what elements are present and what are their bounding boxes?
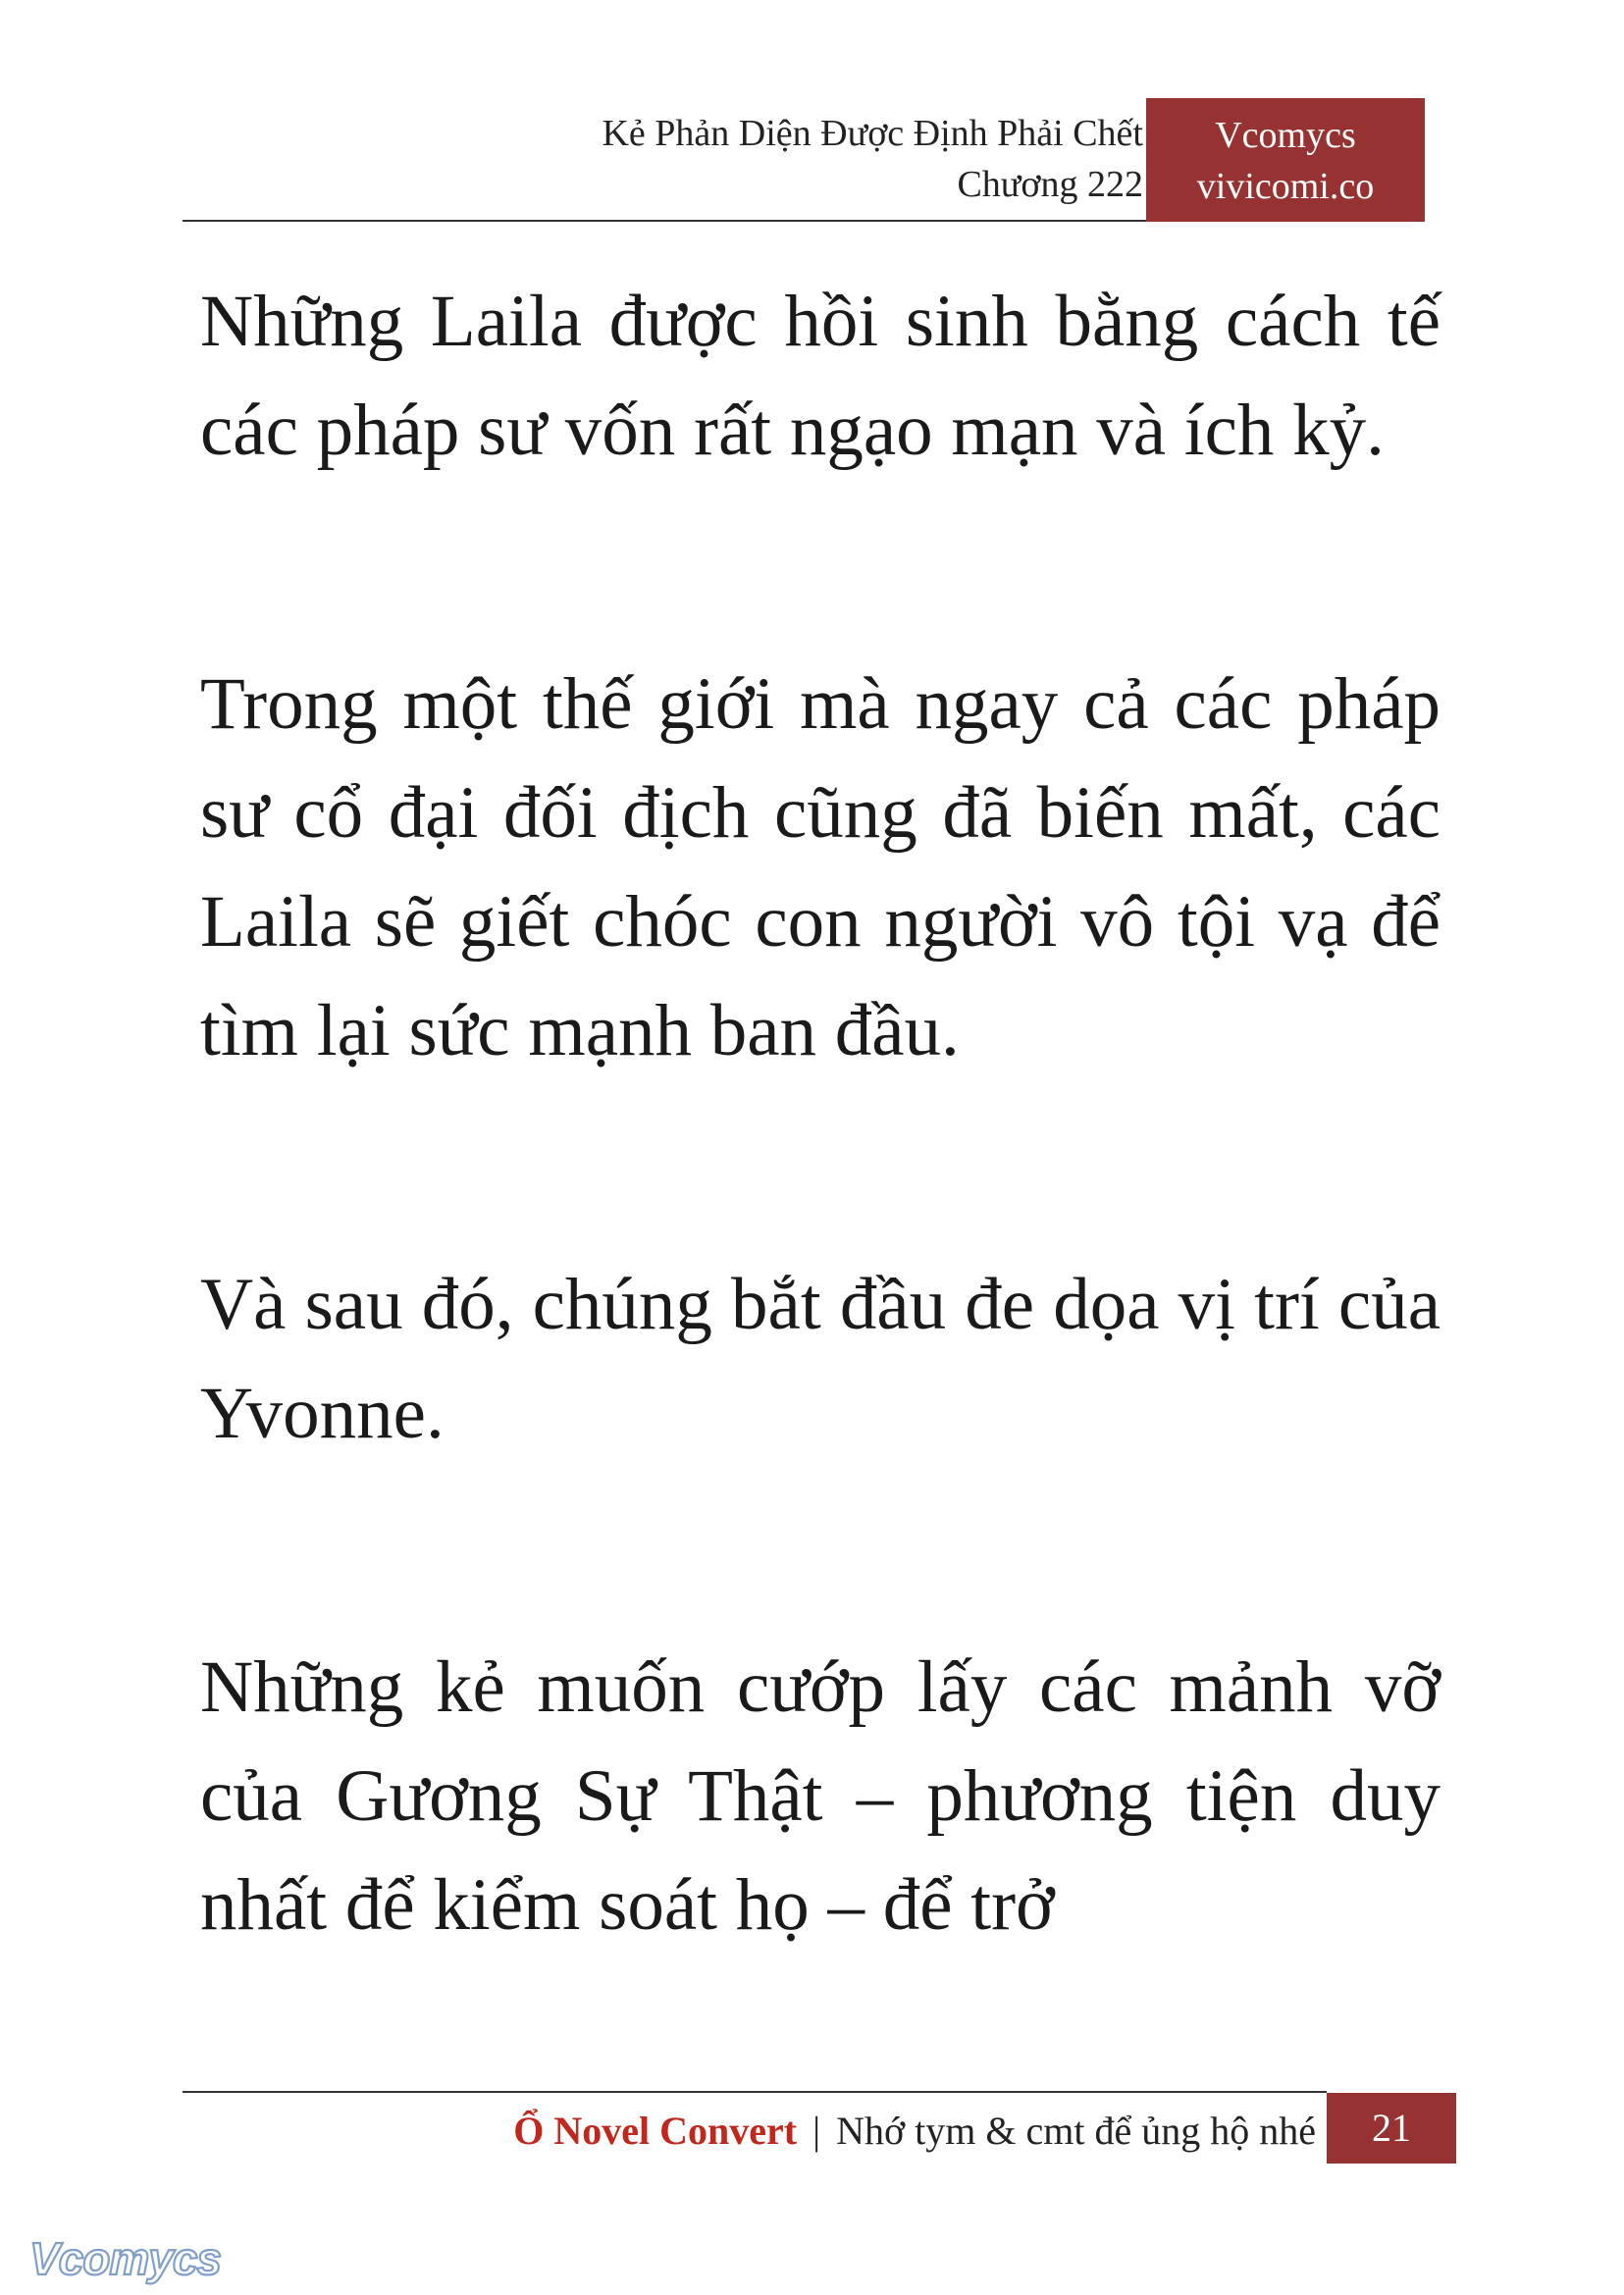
paragraph: Những Laila được hồi sinh bằng cách tế các pháp sư vốn rất ngạo mạn và ích kỷ. xyxy=(200,281,1441,471)
site-name: Vcomycs xyxy=(1215,115,1356,156)
paragraph: Trong một thế giới mà ngay cả các pháp sư cổ đại đối địch cũng đã biến mất, các Laila sẽ giết chóc con người vô tội vạ để tìm lại sức mạnh ban đầu. xyxy=(200,663,1441,1071)
paragraph: Và sau đó, chúng bắt đầu đe dọa vị trí của Yvonne. xyxy=(200,1264,1441,1454)
site-badge xyxy=(1146,98,1425,222)
footer-divider xyxy=(183,2091,1327,2093)
footer-message: Nhớ tym & cmt để ủng hộ nhé xyxy=(836,2109,1316,2153)
book-title: Kẻ Phản Diện Được Định Phải Chết xyxy=(602,113,1143,154)
chapter-body xyxy=(200,267,1441,2124)
header-title-block xyxy=(260,108,1143,210)
footer-credit xyxy=(183,2102,1316,2161)
page-number: 21 xyxy=(1327,2093,1456,2164)
paragraph: Những kẻ muốn cướp lấy các mảnh vỡ của Gương Sự Thật – phương tiện duy nhất để kiểm soát họ – để trở xyxy=(200,1646,1441,1946)
watermark-logo xyxy=(26,2229,251,2290)
watermark-logo-text: Vcomycs xyxy=(29,2233,222,2284)
header-divider xyxy=(183,220,1146,222)
footer-separator: | xyxy=(812,2109,821,2153)
footer-brand: Ổ Novel Convert xyxy=(513,2109,798,2153)
chapter-label: Chương 222 xyxy=(957,164,1143,205)
site-url: vivicomi.co xyxy=(1196,166,1375,207)
